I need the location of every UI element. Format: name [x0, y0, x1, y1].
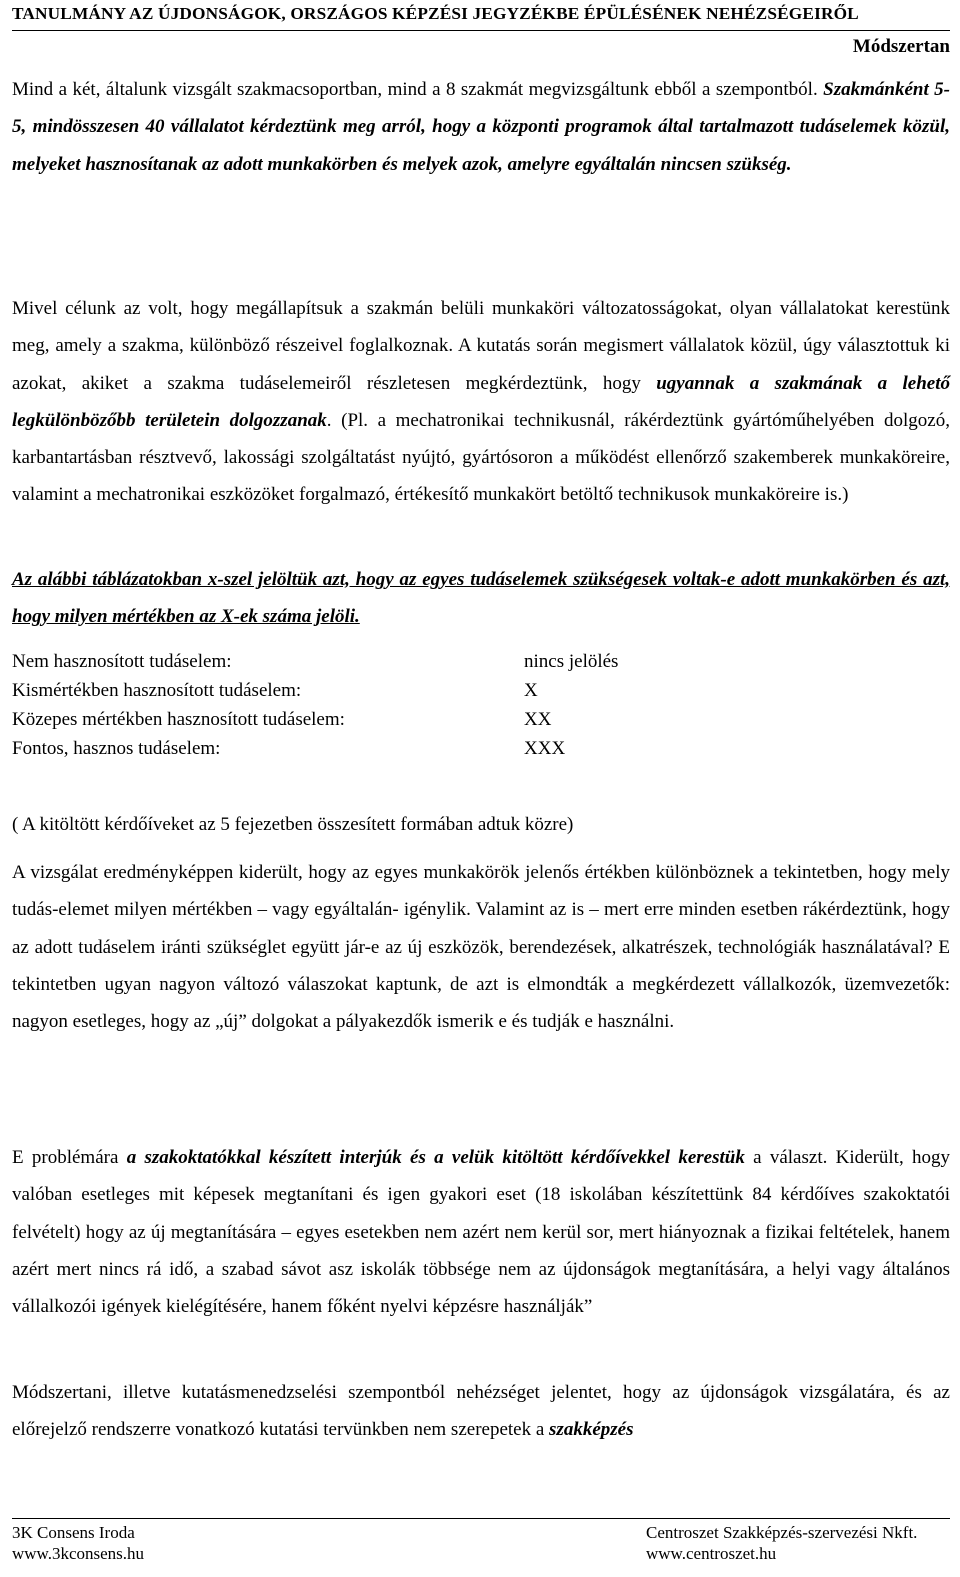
- paragraph-7-emphasis: szakképzés: [549, 1419, 634, 1441]
- paragraph-7-text: Módszertani, illetve kutatásmenedzselési szempontból nehézséget jelentet, hogy az újdonságok vizsgálatára, és az előrejelző rendszerre vonatkozó kutatási tervünkben nem szerepetek a: [12, 1382, 950, 1441]
- footer-org-url: www.3kconsens.hu: [12, 1544, 145, 1563]
- header-divider: [12, 30, 950, 31]
- footer-partner-name: Centroszet Szakképzés-szervezési Nkft.: [646, 1523, 918, 1542]
- legend-row: [12, 705, 950, 734]
- legend-label: Fontos, hasznos tudáselem:: [12, 738, 221, 759]
- paragraph-1: [12, 71, 950, 183]
- paragraph-1-text: Mind a két, általunk vizsgált szakmacsoportban, mind a 8 szakmát megvizsgáltunk ebből a szempontból.: [12, 79, 824, 100]
- legend-row: [12, 676, 950, 705]
- paragraph-5: [12, 854, 950, 1040]
- paragraph-3: [12, 561, 950, 636]
- legend-mark: nincs jelölés: [524, 651, 619, 672]
- paragraph-2: [12, 290, 950, 514]
- paragraph-2-emphasis: ugyannak a szakmának a lehető legkülönbözőbb területein dolgozzanak: [12, 372, 950, 431]
- paragraph-2-text-end: . (Pl. a mechatronikai technikusnál, rákérdeztünk gyártóműhelyében dolgozó, karbantartásban résztvevő, lakossági szolgáltatást nyújtó, gyártósoron a működést ellenőrző szakemberek munkaköreire, valamint a mechatronikai eszközöket forgalmazó, értékesítő munkakört betöltő technikusok munkaköreire is.): [12, 409, 950, 506]
- legend-mark: XXX: [524, 738, 566, 759]
- paragraph-7: [12, 1374, 950, 1449]
- paragraph-4: [12, 806, 950, 843]
- paragraph-4-text: ( A kitöltött kérdőíveket az 5 fejezetben összesített formában adtuk közre): [12, 814, 574, 835]
- header-title: TANULMÁNY AZ ÚJDONSÁGOK, ORSZÁGOS KÉPZÉSI JEGYZÉKBE ÉPÜLÉSÉNEK NEHÉZSÉGEIRŐL: [12, 4, 859, 23]
- legend-label: Kismértékben hasznosított tudáselem:: [12, 680, 302, 701]
- legend-label: Közepes mértékben hasznosított tudáselem:: [12, 709, 345, 730]
- paragraph-1-emphasis: Szakmánként 5-5, mindösszesen 40 vállalatot kérdeztünk meg arról, hogy a központi programok által tartalmazott tudáselemek közül, melyeket hasznosítanak az adott munkakörben és melyek azok, amelyre egyáltalán nincsen szükség.: [12, 79, 950, 175]
- legend-row: [12, 734, 950, 763]
- footer-right: [646, 1522, 917, 1564]
- paragraph-3-emphasis-underlined: Az alábbi táblázatokban x-szel jelöltük azt, hogy az egyes tudáselemek szükségesek voltak-e adott munkakörben és azt, hogy milyen mértékben az X-ek száma jelöli.: [12, 569, 950, 628]
- footer-partner-url: www.centroszet.hu: [646, 1544, 777, 1563]
- legend-mark: X: [524, 680, 538, 701]
- paragraph-6-text: E problémára: [12, 1147, 127, 1168]
- footer-org-name: 3K Consens Iroda: [12, 1523, 135, 1542]
- legend-label: Nem hasznosított tudáselem:: [12, 651, 232, 672]
- header-section: Módszertan: [852, 36, 950, 57]
- footer-left: [12, 1522, 144, 1564]
- legend-list: [12, 647, 950, 763]
- paragraph-6-emphasis: a szakoktatókkal készített interjúk és a velük kitöltött kérdőívekkel kerestük: [126, 1147, 745, 1168]
- footer-divider: [12, 1518, 950, 1519]
- legend-mark: XX: [524, 709, 552, 730]
- document-page: [12, 0, 950, 1577]
- paragraph-6-text-end: a választ. Kiderült, hogy valóban esetleges mit képesek megtanítani és igen gyakori eset (18 iskolában készítettünk 84 kérdőíves szakoktatói felvételt) hogy az új megtanítására – egyes esetekben nem azért nem kerül sor, mert hiányoznak a fizikai feltételek, hanem azért mert nincs rá idő, a szabad sávot asz iskolák többsége nem az újdonságok megtanítására, a helyi vagy általános vállalkozói igények kielégítésére, hanem főként nyelvi képzésre használják”: [12, 1147, 950, 1318]
- paragraph-6: [12, 1139, 950, 1325]
- legend-row: [12, 647, 950, 676]
- paragraph-5-text: A vizsgálat eredményképpen kiderült, hogy az egyes munkakörök jelenős értékben különböznek a tekintetben, hogy mely tudás-elemet milyen mértékben – vagy egyáltalán- igénylik. Valamint az is – mert erre minden esetben rákérdeztünk, hogy az adott tudáselem iránti szükséglet együtt jár-e az új eszközök, berendezések, alkatrészek, technológiák használatával? E tekintetben ugyan nagyon változó válaszokat kaptunk, de azt is elmondták a megkérdezett vállalkozók, üzemvezetők: nagyon esetleges, hogy az „új” dolgokat a pályakezdők ismerik e és tudják e használni.: [12, 862, 950, 1033]
- paragraph-2-text: Mivel célunk az volt, hogy megállapítsuk a szakmán belüli munkaköri változatosságokat, olyan vállalatokat kerestünk meg, amely a szakma, különböző részeivel foglalkoznak. A kutatás során megismert vállalatok közül, úgy választottuk ki azokat, akiket a szakma tudáselemeiről részletesen megkérdeztünk, hogy: [12, 298, 950, 394]
